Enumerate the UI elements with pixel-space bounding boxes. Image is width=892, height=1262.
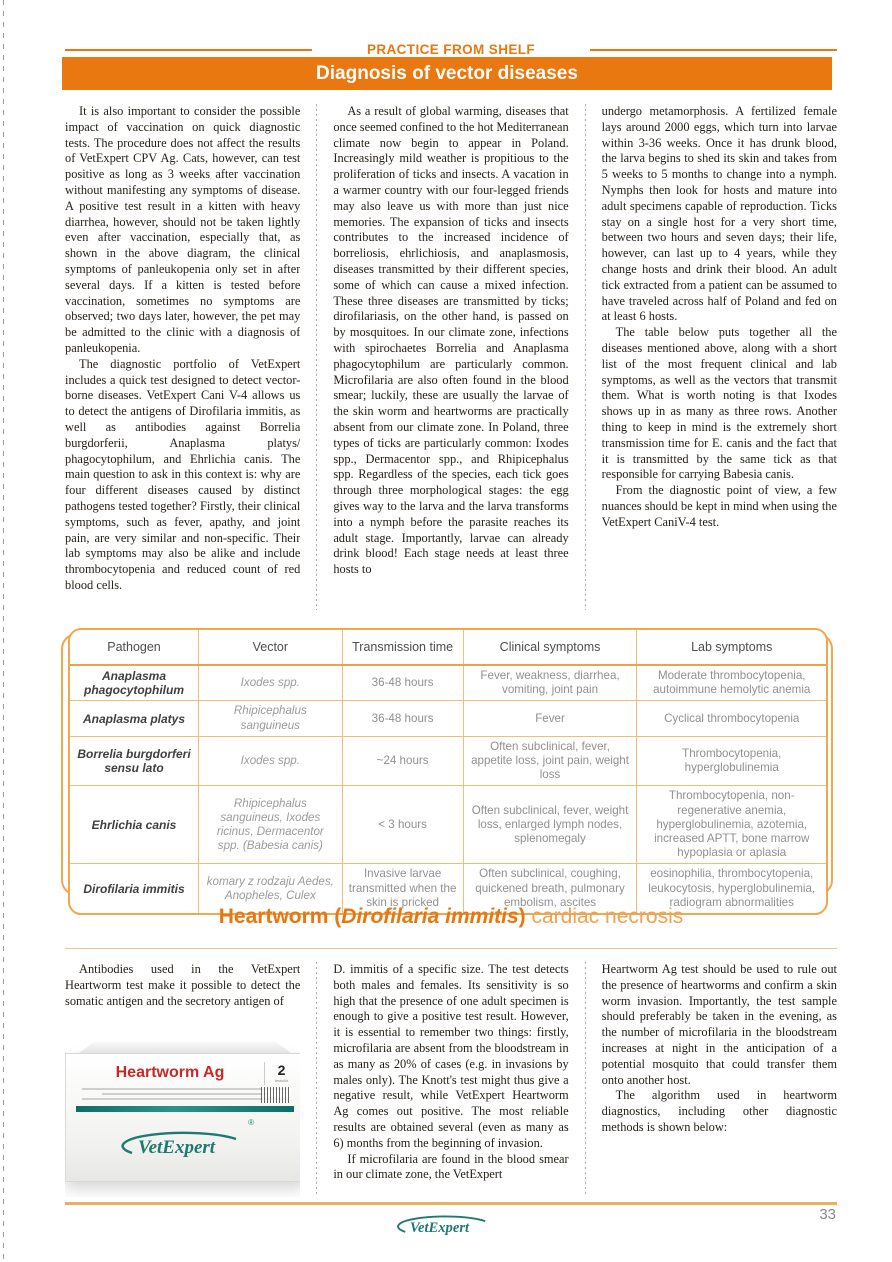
footer-vetexpert-logo [396,1210,496,1240]
col-header-transmission-time: Transmission time [342,630,463,665]
cell-lab: eosinophilia, thrombocytopenia, leukocytosis, hyperglobulinemia, radiogram abnormalities [637,864,826,913]
product-photo-heartworm-ag [65,1041,300,1182]
table-row [70,701,826,736]
table-row [70,786,826,864]
article-bottom-col2 [333,962,568,1197]
heading-text: Heartworm ( [218,905,342,928]
article-top-col1 [65,104,300,610]
cell-vector: Ixodes spp. [199,665,343,701]
paragraph: undergo metamorphosis. A fertilized female lays around 2000 eggs, which turn into larvae within 3-36 weeks. Once it has drunk blood, the larva begins to shed its skin and takes from 5 weeks to 5 months to change into a nymph. Nymphs then look for hosts and mature into adult specimens capable of reproduction. Ticks stay on a single host for a very short time, between two hours and seven days; their life, however, can last up to 4 years, while they change hosts and drink their blood. An adult tick extracted from a patient can be assumed to have traveled across half of Poland and fed on at least 6 hosts. [601,104,837,324]
cell-clinical: Often subclinical, coughing, quickened breath, pulmonary embolism, ascites [463,864,637,913]
article-bottom-col1 [65,962,300,1197]
registered-trademark-icon: ® [248,1118,254,1128]
eyebrow-rule-left [65,49,312,51]
article-top-col3 [602,104,837,610]
vetexpert-logo-text: VetExpert [138,1137,216,1159]
cell-transmission: ~24 hours [342,736,463,786]
paragraph: It is also important to consider the possible impact of vaccination on quick diagnostic tests. The procedure does not affect the results of VetExpert CPV Ag. Cats, however, can test positive as long as 3 weeks after vaccination without manifesting any symptoms of disease. A positive test result in a kitten with heavy diarrhea, however, should not be taken lightly even after vaccination, especially that, as shown in the above diagram, the clinical symptoms of panleukopenia only set in after several days. If a kitten is tested before vaccination, sometimes no symptoms are observed; two days later, however, the pet may be admitted to the clinic with a diagnosis of panleukopenia. [65,104,301,355]
article-title-banner [62,57,832,90]
cell-transmission: Invasive larvae transmitted when the skin is pricked [342,864,463,913]
cell-vector: Rhipicephalus sanguineus [199,701,343,736]
cell-vector: Rhipicephalus sanguineus, Ixodes ricinus, Dermacentor spp. (Babesia canis) [199,786,343,864]
paragraph: From the diagnostic point of view, a few nuances should be kept in mind when using the VetExpert CaniV-4 test. [601,483,837,529]
paragraph: The table below puts together all the diseases mentioned above, along with a short list of the most frequent clinical and lab symptoms, as well as the vectors that transmit them. What is worth noting is that Ixodes shows up in as many as three rows. Another thing to keep in mind is the extremely short transmission time for E. canis and the fact that it is transmitted by the same tick as that responsible for carrying Babesia canis. [601,325,837,482]
cell-lab: Cyclical thrombocytopenia [637,701,826,736]
section-eyebrow [65,42,837,57]
article-top-col2 [333,104,568,610]
paragraph: The algorithm used in heartworm diagnostics, including other diagnostic methods is shown below: [601,1088,837,1134]
product-fine-print-line [82,1098,288,1100]
col-header-vector: Vector [199,630,343,665]
vetexpert-logo [120,1126,250,1162]
diseases-table [70,630,826,913]
product-box-front [65,1053,300,1182]
cell-clinical: Fever, weakness, diarrhea, vomiting, joint pain [463,665,637,701]
page-number: 33 [819,1206,836,1223]
paragraph: Antibodies used in the VetExpert Heartworm test make it possible to detect the somatic antigen and the secretory antigen of [65,962,301,1008]
paragraph: If microfilaria are found in the blood smear in our climate zone, the VetExpert [333,1151,569,1182]
cell-pathogen: Ehrlichia canis [70,786,199,864]
cell-pathogen: Borrelia burgdorferi sensu lato [70,736,199,786]
cell-lab: Thrombocytopenia, non-regenerative anemia, hyperglobulinemia, azotemia, increased APTT, bone marrow hypoplasia or aplasia [637,786,826,864]
product-fine-print-line [102,1093,268,1095]
article-top-columns [65,104,837,610]
cell-pathogen: Dirofilaria immitis [70,864,199,913]
article-bottom-columns [65,962,837,1197]
footer-logo-text: VetExpert [409,1219,470,1236]
cell-clinical: Often subclinical, fever, weight loss, enlarged lymph nodes, splenomegaly [463,786,637,864]
column-separator [316,962,317,1197]
eyebrow-label: PRACTICE FROM SHELF [366,42,536,57]
paragraph: As a result of global warming, diseases that once seemed confined to the hot Mediterranean climate now begin to appear in Poland. Increasingly mild weather is propitious to the proliferation of ticks and insects. A vacation in a warmer country with our four-legged friends may also leave us with more than just nice memories. The expansion of ticks and insects contributes to the increased incidence of borreliosis, ehrlichiosis, and anaplasmosis, diseases transmitted by their different species, some of which can cause a mixed infection. These three diseases are transmitted by ticks; dirofilariasis, on the other hand, is passed on by mosquitoes. In our climate zone, infections with spirochaetes Borrelia and Anaplasma phagocytophilum are particularly common. Microfilaria are also often found in the blood smear; luckily, these are usually the larvae of the skin worm and heartworms are practically absent from our climate zone. In Poland, three types of ticks are particularly common: Ixodes spp., Dermacentor spp., and Rhipicephalus spp. Regardless of the species, each tick goes through three morphological stages: the egg gives way to the larva and the larva transforms into a nymph before the parasite reaches its adult stage. Importantly, larvae can already drink blood! Each stage needs at least three hosts to [333,104,569,577]
barcode [261,1087,291,1103]
diseases-table-card [68,628,828,915]
column-separator [585,962,586,1197]
table-row [70,736,826,786]
cell-clinical: Often subclinical, fever, appetite loss, joint pain, weight loss [463,736,637,786]
paragraph: D. immitis of a specific size. The test detects both males and females. Its sensitivity is so high that the presence of one adult specimen is enough to give a positive test result. However, it is essential to remember two things: firstly, microfilaria are absent from the bloodstream in as many as 20% of cases (e.g. in invasions by males only). The Knott's test might thus give a negative result, while VetExpert Heartworm Ag comes out positive. The most reliable results are obtained several (even as many as 6) months from the beginning of invasion. [333,962,569,1150]
cell-clinical: Fever [463,701,637,736]
product-count [264,1062,294,1085]
article-bottom-col3 [602,962,837,1197]
page-crop-dashed-line [3,0,4,1262]
heading-species-name: Dirofilaria immitis [341,905,519,928]
product-name: Heartworm Ag [115,1064,225,1082]
cell-lab: Moderate thrombocytopenia, autoimmune hemolytic anemia [637,665,826,701]
heading-text: ) [518,905,526,928]
paragraph: Heartworm Ag test should be used to rule out the presence of heartworms and confirm a skin worm invasion. Importantly, the test sample should preferably be taken in the evening, as the number of microfilaria in the bloodstream increases at night in the anticipation of a potential mosquito that could transfer them onto another host. [601,962,837,1087]
product-box-lid [69,1041,300,1053]
col-header-pathogen: Pathogen [70,630,199,665]
product-fine-print-line [82,1088,288,1090]
cell-vector: Ixodes spp. [199,736,343,786]
article-title: Diagnosis of vector diseases [316,62,578,84]
column-separator [316,104,317,610]
product-count-note: tests/kit [274,1078,289,1084]
paragraph: The diagnostic portfolio of VetExpert includes a quick test designed to detect vector-borne diseases. VetExpert Cani V-4 allows us to detect the antigens of Dirofilaria immitis, as well as antibodies against Borrelia burgdorferii, Anaplasma platys/ phagocytophilum, and Ehrlichia canis. The main question to ask in this context is: why are four different diseases caused by distinct pathogens tested together? Firstly, their clinical symptoms, such as fever, apathy, and joint pain, are very similar and non-specific. Their lab symptoms may also be alike and include thrombocytopenia and reduced count of red blood cells. [65,356,301,592]
heading-subtitle: cardiac necrosis [525,905,684,928]
col-header-clinical-symptoms: Clinical symptoms [463,630,637,665]
cell-transmission: < 3 hours [342,786,463,864]
col-header-lab-symptoms: Lab symptoms [637,630,826,665]
table-row [70,665,826,701]
cell-pathogen: Anaplasma phagocytophilum [84,669,184,698]
product-count-number: 2 [277,1062,286,1079]
cell-transmission: 36-48 hours [342,701,463,736]
section2-heading [65,905,837,929]
cell-vector: komary z rodzaju Aedes, Anopheles, Culex [199,864,343,913]
column-separator [585,104,586,610]
section2-divider [65,948,837,949]
footer-divider [65,1202,837,1205]
cell-pathogen: Anaplasma platys [70,701,199,736]
eyebrow-rule-right [590,49,837,51]
cell-transmission: 36-48 hours [342,665,463,701]
table-header-row [70,630,826,665]
cell-lab: Thrombocytopenia, hyperglobulinemia [637,736,826,786]
